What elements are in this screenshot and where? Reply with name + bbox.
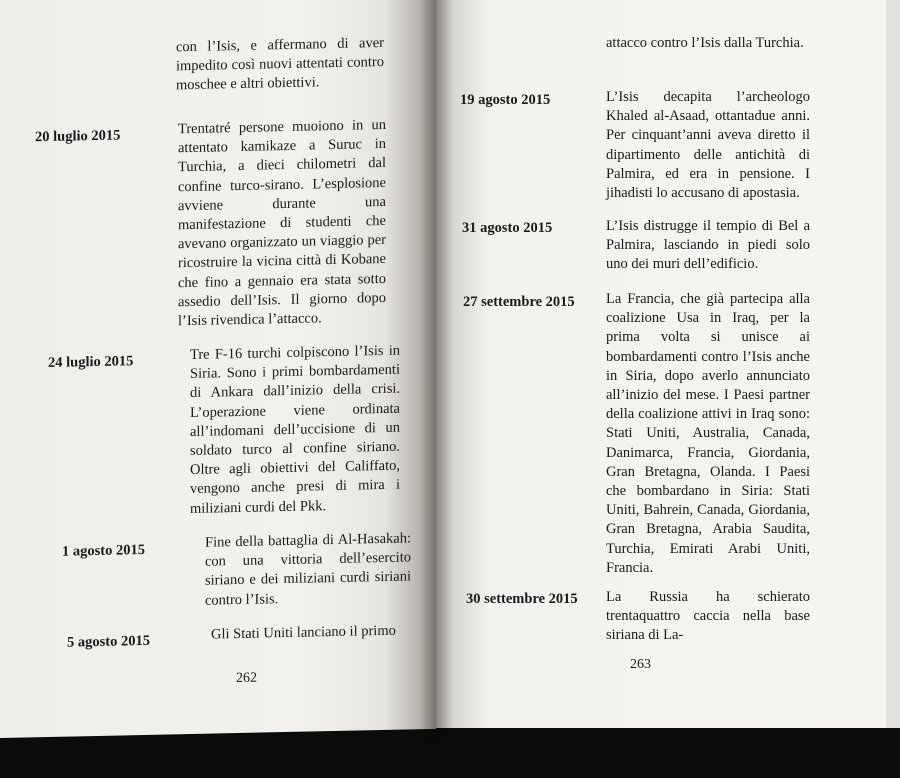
right-continuation-text: attacco contro l’Isis dalla Turchia. bbox=[606, 35, 804, 51]
entry-date: 30 settembre 2015 bbox=[466, 591, 578, 607]
entry-text: L’Isis decapita l’archeologo Khaled al-Asaad, ottantadue anni. Per cinquant’anni aveva diretto il dipartimento delle antichità di Palmira, ed era in pensione. I jihadisti lo accusano di apostasia. bbox=[606, 89, 810, 202]
entry-date: 31 agosto 2015 bbox=[462, 220, 553, 236]
entry-date: 27 settembre 2015 bbox=[463, 294, 575, 310]
entry-date: 19 agosto 2015 bbox=[460, 92, 551, 108]
page-number: 262 bbox=[236, 670, 257, 687]
entry-text: La Francia, che già partecipa alla coalizione Usa in Iraq, per la prima volta si unisce ai bombardamenti contro l’Isis anche in Siria, dopo averlo annunciato all’inizio del mese. I Paesi partner della coalizione attivi in Iraq sono: Stati Uniti, Australia, Canada, Danimarca, Francia, Giordania, Gran Bretagna, Olanda. I Paesi che bombardano in Siria: Stati Uniti, Bahrein, Canada, Giordania, Gran Bretagna, Arabia Saudita, Turchia, Emirati Arabi Uniti, Francia. bbox=[606, 291, 810, 576]
entry-date: 24 luglio 2015 bbox=[48, 353, 134, 371]
left-page bbox=[0, 0, 436, 738]
page-edge bbox=[886, 0, 900, 728]
entry-date: 5 agosto 2015 bbox=[67, 632, 150, 651]
entry-date: 20 luglio 2015 bbox=[35, 127, 121, 146]
page-number: 263 bbox=[630, 657, 651, 672]
entry-text: L’Isis distrugge il tempio di Bel a Palmira, lasciando in piedi solo uno dei muri dell’edificio. bbox=[606, 218, 810, 273]
right-page bbox=[436, 0, 886, 728]
entry-text: Tre F-16 turchi colpiscono l’Isis in Siria. Sono i primi bombardamenti di Ankara dall’inizio della crisi. L’operazione viene ordinata all’indomani dell’uccisione di un soldato turco al confine siriano. Oltre agli obiettivi del Califfato, vengono anche presi di mira i miliziani curdi del Pkk. bbox=[190, 342, 400, 517]
left-continuation-text: con l’Isis, e affermano di aver impedito così nuovi attentati contro moschee e altri obiettivi. bbox=[176, 34, 384, 94]
entry-text: Trentatré persone muoiono in un attentato kamikaze a Suruc in Turchia, a dieci chilometri dal confine turco-sirano. L’esplosione avviene durante una manifestazione di studenti che avevano organizzato un viaggio per ricostruire la vicina città di Kobane che fino a gennaio era stata sotto assedio dell’Isis. Il giorno dopo l’Isis rivendica l’attacco. bbox=[178, 116, 386, 330]
entry-date: 1 agosto 2015 bbox=[62, 541, 145, 560]
entry-text: Gli Stati Uniti lanciano il primo bbox=[211, 622, 396, 643]
entry-text: La Russia ha schierato trentaquattro caccia nella base siriana di La- bbox=[606, 589, 810, 644]
entry-text: Fine della battaglia di Al-Hasakah: con una vittoria dell’esercito siriano e dei miliziani curdi siriani contro l’Isis. bbox=[205, 530, 411, 609]
